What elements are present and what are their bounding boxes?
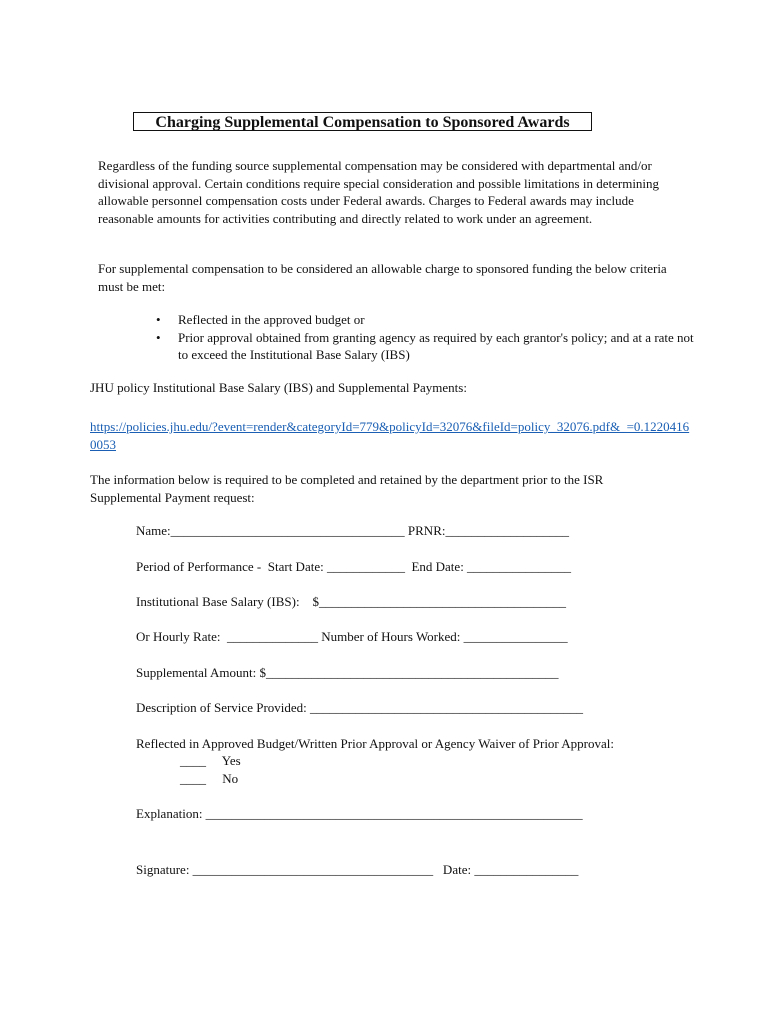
signature-date-field[interactable]: Signature: _____________________________________ Date: ________________ [136,862,579,877]
list-item [136,311,696,329]
approval-yes-option[interactable]: ____ Yes [180,753,241,768]
name-prnr-field[interactable]: Name:____________________________________ PRNR:___________________ [136,523,569,538]
hourly-rate-field[interactable]: Or Hourly Rate: ______________ Number of Hours Worked: ________________ [136,629,568,644]
approval-question: Reflected in Approved Budget/Written Prior Approval or Agency Waiver of Prior Approval: [136,736,615,751]
criteria-paragraph: For supplemental compensation to be considered an allowable charge to sponsored funding the below criteria must be met: [98,261,667,294]
ibs-field[interactable]: Institutional Base Salary (IBS): $______________________________________ [136,594,567,609]
policy-heading: JHU policy Institutional Base Salary (IBS) and Supplemental Payments: [90,380,467,395]
policy-link[interactable]: https://policies.jhu.edu/?event=render&categoryId=779&policyId=32076&fileId=policy_32076.pdf&_=0.12204160053 [90,419,690,452]
approval-no-option[interactable]: ____ No [180,771,239,786]
supplemental-amount-field[interactable]: Supplemental Amount: $_____________________________________________ [136,665,559,680]
criteria-item-text: Reflected in the approved budget or [178,312,365,327]
criteria-item-text: Prior approval obtained from granting agency as required by each grantor's policy; and at a rate not to exceed the Institutional Base Salary (IBS) [178,329,694,362]
period-of-performance-field[interactable]: Period of Performance - Start Date: ____________ End Date: ________________ [136,559,572,574]
intro-paragraph: Regardless of the funding source supplemental compensation may be considered with departmental and/or divisional approval. Certain conditions require special consideration and possible limitations in determining allowable personnel compensation costs under Federal awards. Charges to Federal awards may include reasonable amounts for activities contributing and directly related to work under an agreement. [98,158,660,226]
bullet-icon: • [156,312,161,327]
list-item [136,329,696,364]
required-info-paragraph: The information below is required to be completed and retained by the department prior to the ISR Supplemental Payment request: [90,472,604,505]
document-title: Charging Supplemental Compensation to Sponsored Awards [133,112,592,131]
explanation-field[interactable]: Explanation: __________________________________________________________ [136,806,583,821]
criteria-list [136,311,696,364]
description-field[interactable]: Description of Service Provided: __________________________________________ [136,700,584,715]
bullet-icon: • [156,329,161,345]
